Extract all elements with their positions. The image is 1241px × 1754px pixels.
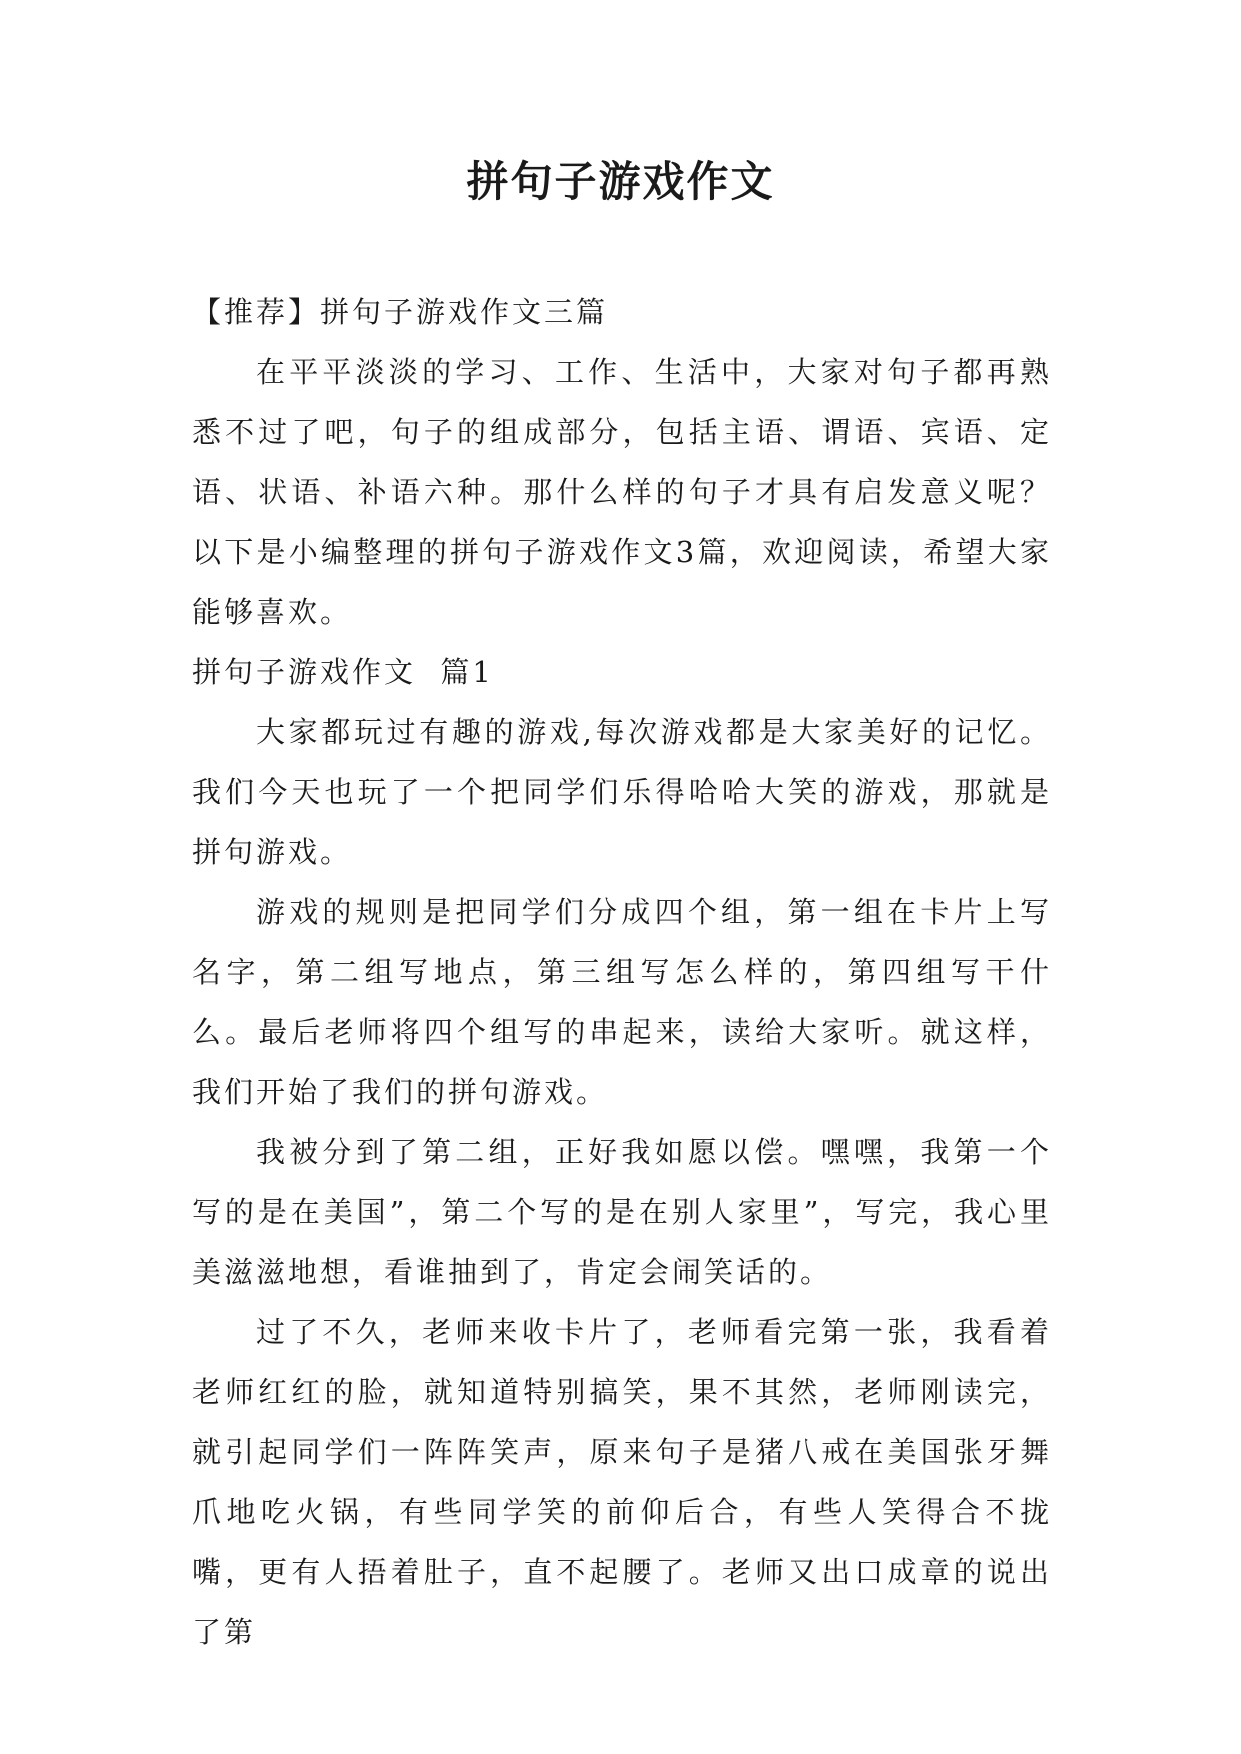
document-body <box>192 282 1052 1662</box>
section-heading: 拼句子游戏作文 篇1 <box>192 655 494 689</box>
body-paragraph: 游戏的规则是把同学们分成四个组，第一组在卡片上写名字，第二组写地点，第三组写怎么样的，第四组写干什么。最后老师将四个组写的串起来，读给大家听。就这样，我们开始了我们的拼句游戏。 <box>192 895 1052 1109</box>
body-paragraph: 我被分到了第二组，正好我如愿以偿。嘿嘿，我第一个写的是在美国”，第二个写的是在别人家里”，写完，我心里美滋滋地想，看谁抽到了，肯定会闹笑话的。 <box>192 1135 1052 1289</box>
recommend-heading: 【推荐】拼句子游戏作文三篇 <box>192 295 609 329</box>
intro-paragraph: 在平平淡淡的学习、工作、生活中，大家对句子都再熟悉不过了吧，句子的组成部分，包括主语、谓语、宾语、定语、状语、补语六种。那什么样的句子才具有启发意义呢？以下是小编整理的拼句子游戏作文3篇，欢迎阅读，希望大家能够喜欢。 <box>192 355 1052 629</box>
body-paragraph: 大家都玩过有趣的游戏,每次游戏都是大家美好的记忆。我们今天也玩了一个把同学们乐得哈哈大笑的游戏，那就是拼句游戏。 <box>192 715 1052 869</box>
document-title: 拼句子游戏作文 <box>466 157 775 206</box>
body-paragraph: 过了不久，老师来收卡片了，老师看完第一张，我看着老师红红的脸，就知道特别搞笑，果不其然，老师刚读完，就引起同学们一阵阵笑声，原来句子是猪八戒在美国张牙舞爪地吃火锅，有些同学笑的前仰后合，有些人笑得合不拢嘴，更有人捂着肚子，直不起腰了。老师又出口成章的说出了第 <box>192 1315 1052 1649</box>
